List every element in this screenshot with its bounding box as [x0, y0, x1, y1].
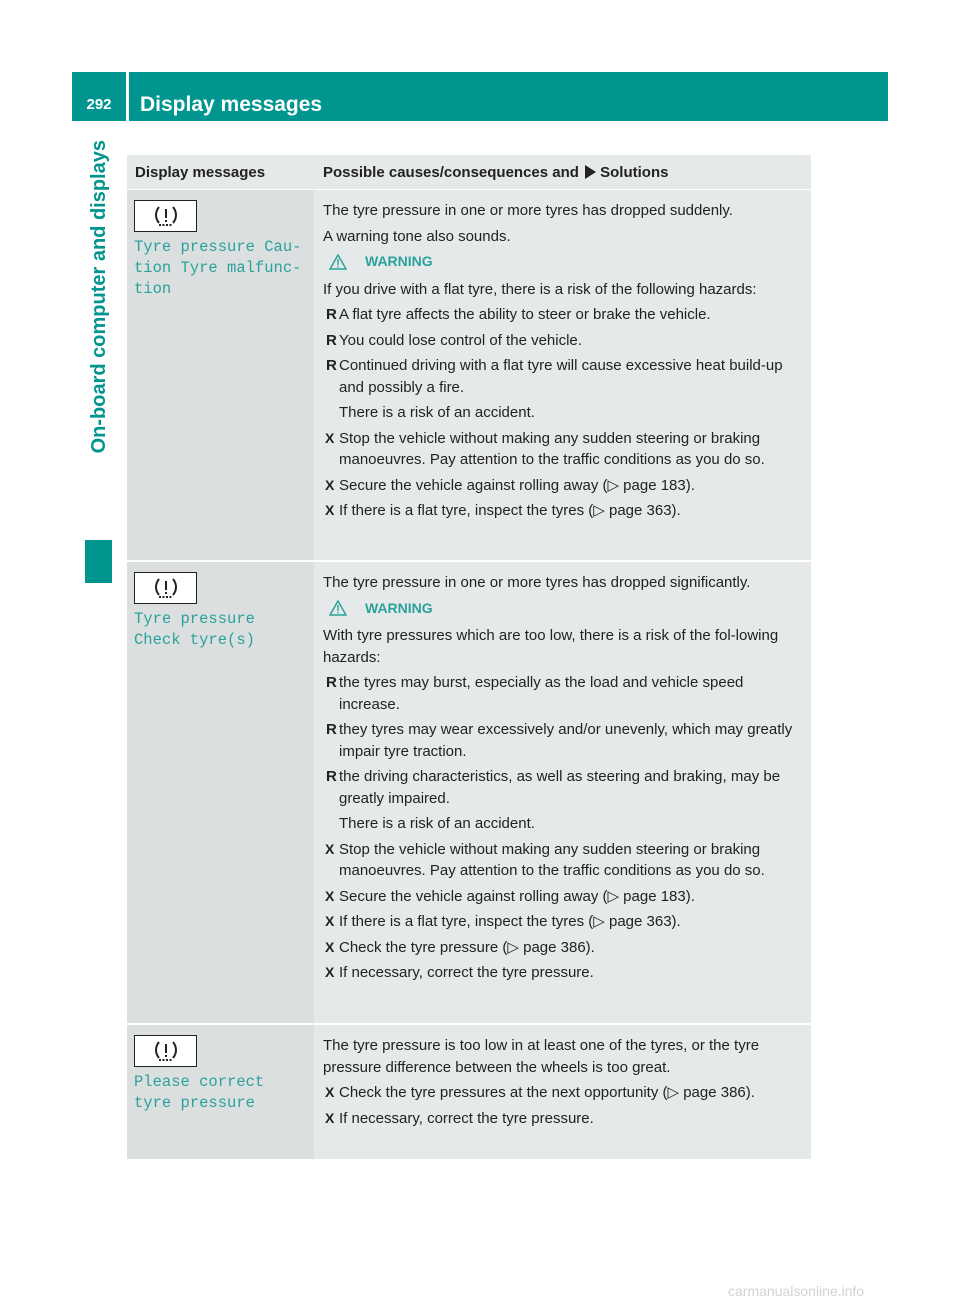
hazard-bullet: R A flat tyre affects the ability to steer or brake the vehicle. — [326, 306, 711, 323]
solution-step: X If there is a flat tyre, inspect the tyres (▷ page 363). — [325, 913, 681, 930]
table-row — [127, 562, 811, 1025]
solution-cell — [314, 1025, 811, 1159]
tyre-pressure-warning-icon — [134, 200, 197, 232]
watermark: carmanualsonline.info — [728, 1283, 865, 1299]
display-messages-table — [127, 155, 811, 1159]
side-chapter-tab — [85, 140, 113, 530]
chapter-label: On-board computer and displays — [88, 140, 110, 454]
hazard-bullet: R the driving characteristics, as well as steering and braking, may be greatly impaired. — [326, 768, 781, 807]
play-arrow-icon — [585, 165, 596, 179]
display-message-text: Tyre pressure Cau‐ tion Tyre malfunc‐ tion — [134, 238, 302, 298]
tyre-pressure-warning-icon — [134, 1035, 197, 1067]
warning-triangle-icon — [329, 600, 347, 616]
warning-heading — [329, 598, 805, 620]
solution-cell — [314, 562, 811, 1023]
hazard-bullet: R You could lose control of the vehicle. — [326, 331, 582, 349]
tyre-pressure-warning-icon — [134, 572, 197, 604]
warning-label: WARNING — [365, 599, 433, 616]
message-cell — [127, 190, 314, 560]
hazard-bullet: R Continued driving with a flat tyre will cause excessive heat build-up and possibly a fire. — [326, 357, 783, 396]
hazard-lead: If you drive with a flat tyre, there is a risk of the following hazards: — [323, 280, 757, 298]
column-header-solutions — [314, 155, 811, 189]
cause-text: The tyre pressure in one or more tyres has dropped significantly. — [323, 574, 751, 591]
solution-step: X If there is a flat tyre, inspect the tyres (▷ page 363). — [325, 502, 681, 519]
header-divider — [126, 72, 129, 121]
cause-text: A warning tone also sounds. — [323, 227, 511, 245]
page-number: 292 — [86, 96, 112, 113]
risk-text: There is a risk of an accident. — [339, 815, 535, 832]
table-row — [127, 1025, 811, 1159]
solution-step: X Stop the vehicle without making any sudden steering or braking manoeuvres. Pay attention to the traffic conditions as you do so. — [325, 840, 765, 879]
table-header — [127, 155, 811, 190]
warning-triangle-icon — [329, 254, 347, 270]
solution-step: X Secure the vehicle against rolling away (▷ page 183). — [325, 476, 695, 494]
solution-step: X If necessary, correct the tyre pressure. — [325, 964, 594, 981]
hazard-bullet: R they tyres may wear excessively and/or unevenly, which may greatly impair tyre traction. — [326, 721, 793, 760]
cause-text: The tyre pressure is too low in at least one of the tyres, or the tyre pressure difference between the wheels is too great. — [323, 1037, 760, 1076]
header-causes-label: Possible causes/consequences and — [323, 164, 579, 181]
column-header-messages: Display messages — [135, 164, 266, 181]
hazard-bullet: R the tyres may burst, especially as the load and vehicle speed increase. — [326, 674, 744, 713]
risk-text: There is a risk of an accident. — [339, 404, 535, 421]
page-header — [72, 72, 888, 121]
solution-step: X Stop the vehicle without making any sudden steering or braking manoeuvres. Pay attention to the traffic conditions as you do so. — [325, 429, 765, 468]
message-cell — [127, 1025, 314, 1159]
solution-cell — [314, 190, 811, 560]
display-message-text: Please correct tyre pressure — [134, 1073, 265, 1112]
hazard-lead: With tyre pressures which are too low, there is a risk of the fol-lowing hazards: — [323, 627, 779, 666]
header-solutions-label: Solutions — [600, 164, 669, 181]
warning-label: WARNING — [365, 253, 433, 269]
cause-text: The tyre pressure in one or more tyres has dropped suddenly. — [323, 202, 733, 219]
table-row — [127, 190, 811, 562]
warning-heading — [329, 251, 805, 273]
page-title: Display messages — [140, 93, 323, 116]
solution-step: X Check the tyre pressure (▷ page 386). — [325, 938, 595, 956]
message-cell — [127, 562, 314, 1023]
solution-step: X Check the tyre pressures at the next opportunity (▷ page 386). — [325, 1084, 755, 1101]
chapter-marker — [85, 540, 112, 583]
solution-step: X Secure the vehicle against rolling away (▷ page 183). — [325, 887, 695, 905]
display-message-text: Tyre pressure Check tyre(s) — [134, 610, 255, 649]
solution-step: X If necessary, correct the tyre pressure. — [325, 1109, 594, 1127]
